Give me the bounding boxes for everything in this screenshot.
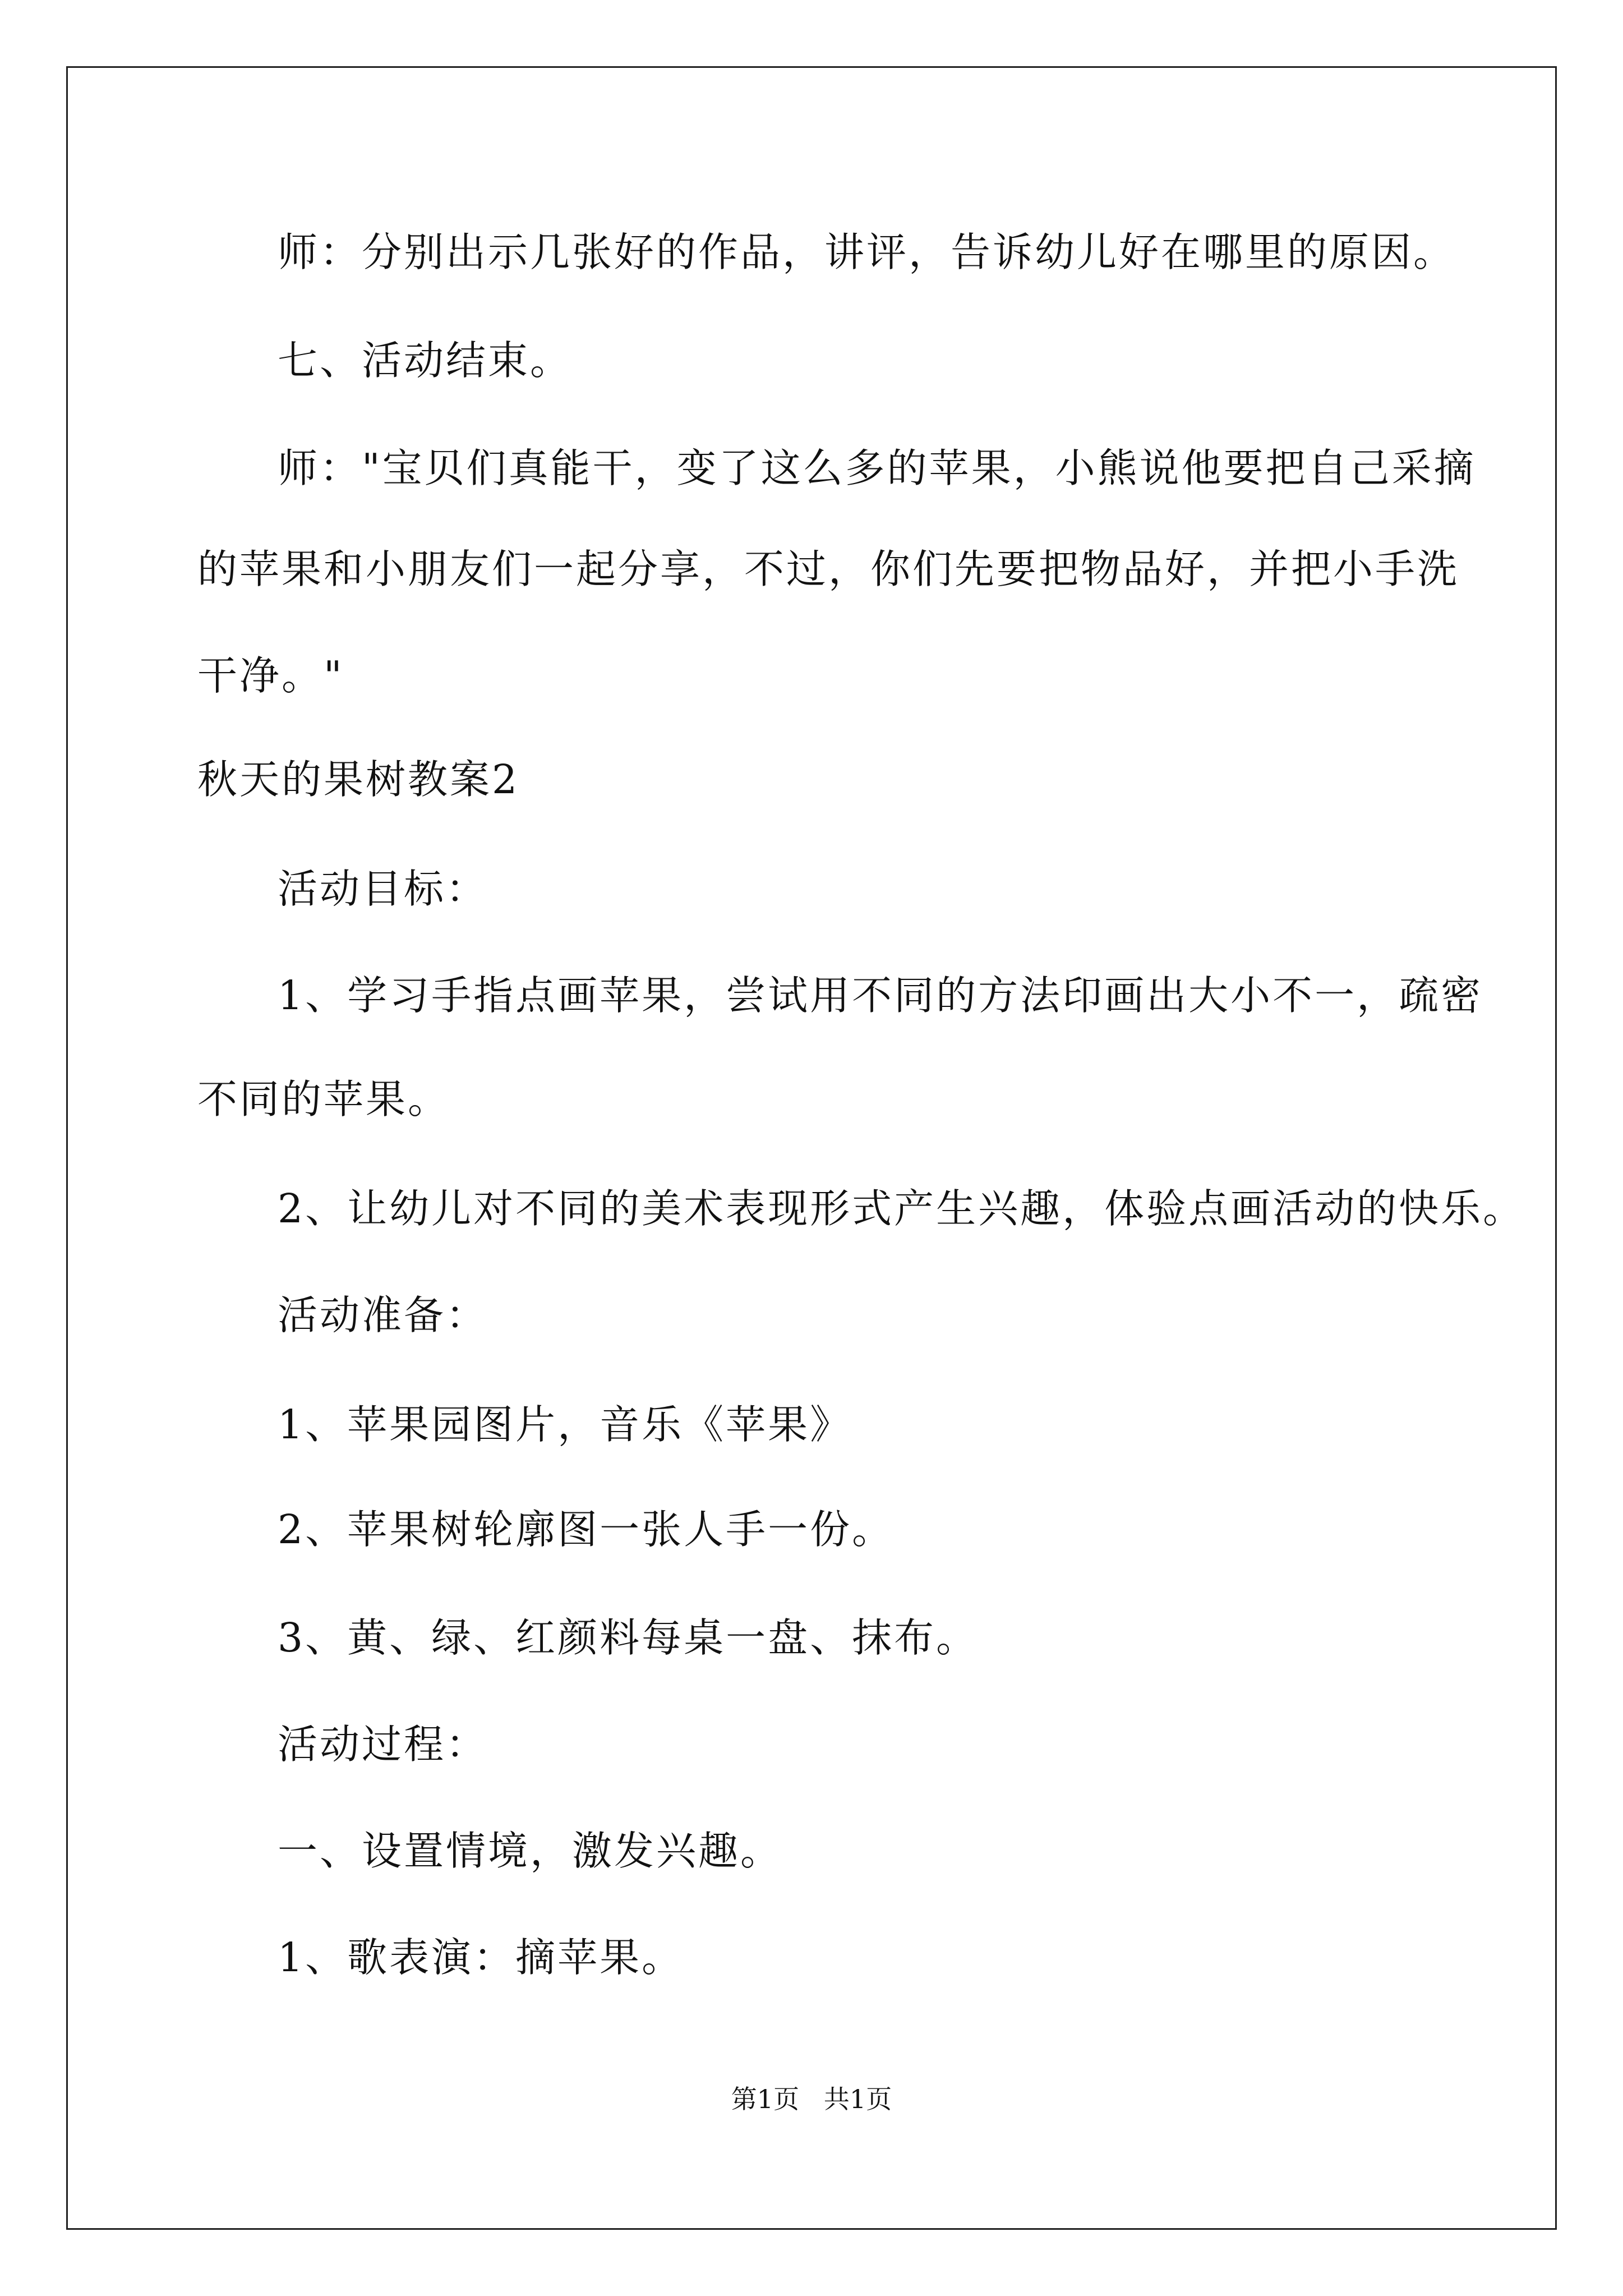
section-title: 秋天的果树教案2 [197, 756, 520, 803]
heading-activity-end: 七、活动结束。 [278, 337, 573, 384]
page-footer: 第1页 共1页 [731, 2084, 892, 2114]
goal-item-1-line-1: 1、学习手指点画苹果，尝试用不同的方法印画出大小不一，疏密 [278, 972, 1483, 1019]
process-step-1: 一、设置情境，激发兴趣。 [278, 1828, 783, 1874]
goal-item-1-line-2: 不同的苹果。 [197, 1076, 450, 1122]
heading-activity-prep: 活动准备： [278, 1292, 488, 1338]
prep-item-3: 3、黄、绿、红颜料每桌一盘、抹布。 [278, 1614, 979, 1661]
heading-activity-goals: 活动目标： [278, 866, 488, 912]
goal-item-2: 2、让幼儿对不同的美术表现形式产生兴趣，体验点画活动的快乐。 [278, 1185, 1525, 1232]
paragraph-teacher-comment: 师：分别出示几张好的作品，讲评，告诉幼儿好在哪里的原因。 [278, 229, 1456, 275]
heading-activity-process: 活动过程： [278, 1721, 488, 1768]
page-border [66, 66, 1557, 2230]
prep-item-1: 1、苹果园图片，音乐《苹果》 [278, 1401, 852, 1448]
paragraph-teacher-quote-line-2: 的苹果和小朋友们一起分享，不过，你们先要把物品好，并把小手洗 [197, 546, 1460, 592]
paragraph-teacher-quote-line-1: 师："宝贝们真能干，变了这么多的苹果，小熊说他要把自己采摘 [278, 445, 1476, 491]
process-step-1-item-1: 1、歌表演：摘苹果。 [278, 1934, 684, 1981]
paragraph-teacher-quote-line-3: 干净。" [197, 652, 344, 699]
prep-item-2: 2、苹果树轮廓图一张人手一份。 [278, 1506, 895, 1553]
